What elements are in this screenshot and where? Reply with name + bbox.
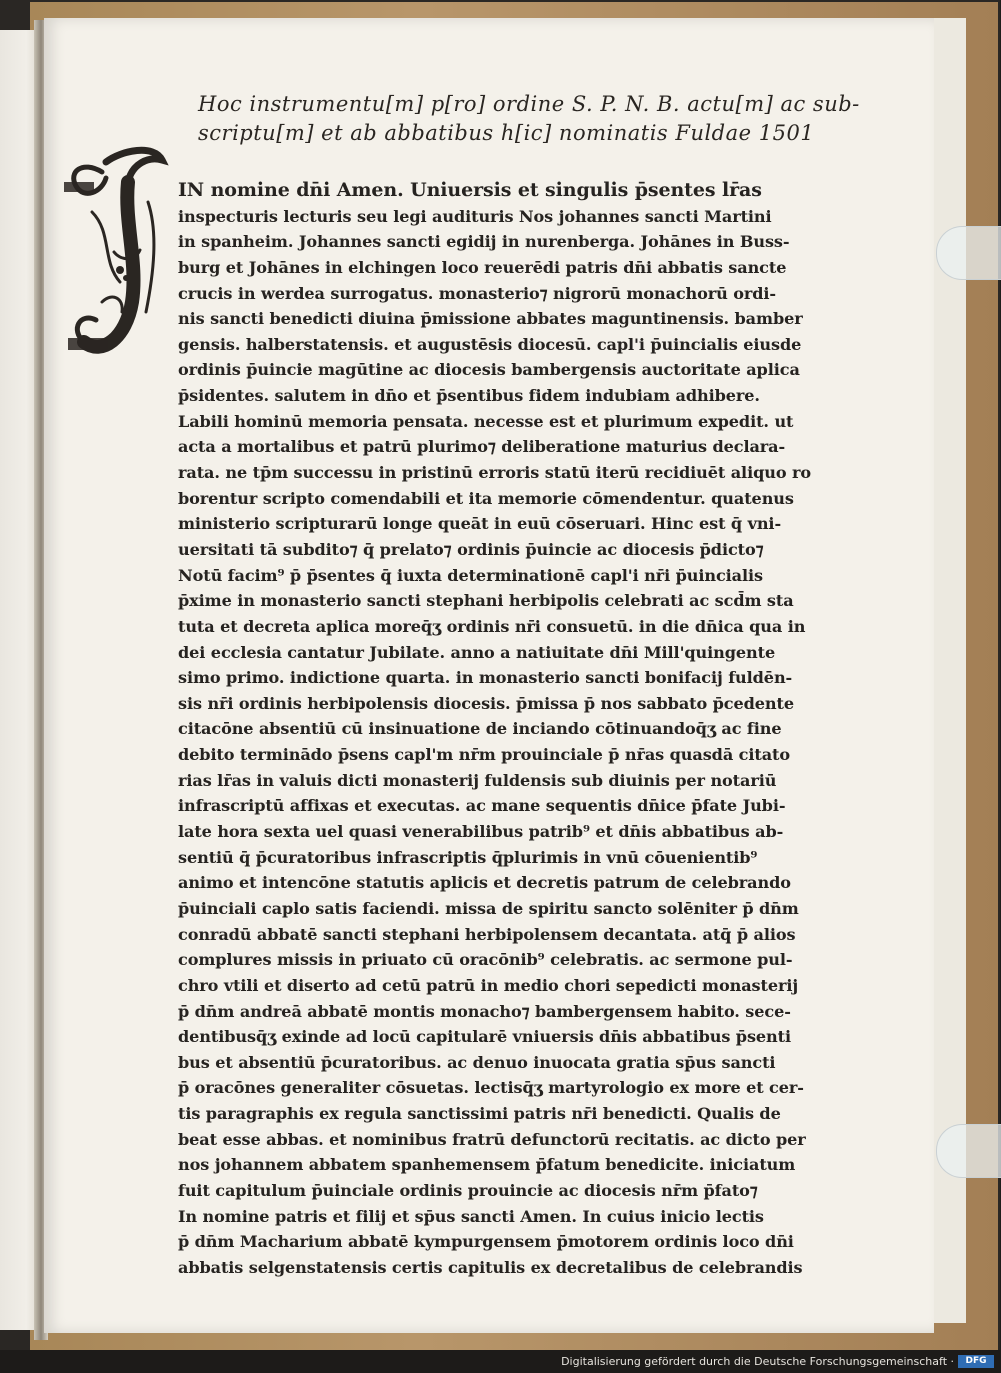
text-line: animo et intencōne statutis aplicis et decretis patrum de celebrando bbox=[178, 873, 791, 893]
text-line: sis nr̄i ordinis herbipolensis diocesis. p̄missa p̄ nos sabbato p̄cedente bbox=[178, 693, 794, 713]
text-line: Notū facim⁹ p̄ p̄sentes q̄ iuxta determinationē capl'i nr̄i p̄uincialis bbox=[178, 565, 763, 585]
handwritten-line: Hoc instrumentu[m] p[ro] ordine S. P. N. B. actu[m] ac sub- bbox=[198, 92, 860, 116]
funding-notice: Digitalisierung gefördert durch die Deutsche Forschungsgemeinschaft · bbox=[561, 1355, 954, 1368]
text-line: citacōne absentiū cū insinuatione de inciando cōtinuandoq̄ʒ ac fine bbox=[178, 719, 782, 739]
text-line: infrascriptū affixas et executas. ac mane sequentis dn̄ice p̄fate Jubi- bbox=[178, 796, 786, 816]
text-line: In nomine patris et filij et sp̄us sancti Amen. In cuius inicio lectis bbox=[178, 1206, 764, 1226]
text-line: rata. ne tp̄m successu in pristinū erroris statū iterū recidiuēt aliquo ro bbox=[178, 463, 811, 483]
text-line: ordinis p̄uincie magūtine ac diocesis bambergensis auctoritate aplica bbox=[178, 360, 800, 380]
text-line: beat esse abbas. et nominibus fratrū defunctorū recitatis. ac dicto per bbox=[178, 1129, 806, 1149]
page-holder-clip-bottom bbox=[936, 1124, 1001, 1178]
text-line: borentur scripto comendabili et ita memorie cōmendentur. quatenus bbox=[178, 488, 794, 508]
text-line: chro vtili et diserto ad cetū patrū in medio chori sepedicti monasterij bbox=[178, 975, 799, 995]
text-line: in spanheim. Johannes sancti egidij in nurenberga. Johānes in Buss- bbox=[178, 232, 790, 252]
text-line: nis sancti benedicti diuina p̄missione abbates maguntinensis. bamber bbox=[178, 309, 803, 329]
text-line: p̄xime in monasterio sancti stephani herbipolis celebrati ac scd̄m sta bbox=[178, 591, 794, 611]
text-line: sentiū q̄ p̄curatoribus infrascriptis q̄plurimis in vnū cōuenientib⁹ bbox=[178, 847, 758, 867]
text-line: crucis in werdea surrogatus. monasterio⁊ nigrorū monachorū ordi- bbox=[178, 283, 776, 303]
text-line: p̄sidentes. salutem in dn̄o et p̄sentibus fidem indubiam adhibere. bbox=[178, 386, 760, 406]
text-line: p̄ dn̄m Macharium abbatē kympurgensem p̄motorem ordinis loco dn̄i bbox=[178, 1232, 794, 1252]
text-line: tis paragraphis ex regula sanctissimi patris nr̄i benedicti. Qualis de bbox=[178, 1104, 781, 1124]
text-line: bus et absentiū p̄curatoribus. ac denuo inuocata gratia sp̄us sancti bbox=[178, 1052, 776, 1072]
dfg-logo: DFG bbox=[958, 1355, 994, 1368]
text-line: burg et Johānes in elchingen loco reuerēdi patris dn̄i abbatis sancte bbox=[178, 257, 787, 277]
text-line: late hora sexta uel quasi venerabilibus patrib⁹ et dn̄is abbatibus ab- bbox=[178, 822, 784, 842]
text-line: acta a mortalibus et patrū plurimo⁊ deliberatione maturius declara- bbox=[178, 437, 786, 457]
text-line: abbatis selgenstatensis certis capitulis ex decretalibus de celebrandis bbox=[178, 1257, 803, 1277]
text-line: conradū abbatē sancti stephani herbipolensem decantata. atq̄ p̄ alios bbox=[178, 924, 796, 944]
text-line: dentibusq̄ʒ exinde ad locū capitularē vniuersis dn̄is abbatibus p̄senti bbox=[178, 1027, 792, 1047]
page-holder-clip-top bbox=[936, 226, 1001, 280]
text-line: debito terminādo p̄sens capl'm nr̄m prouinciale p̄ nr̄as quasdā citato bbox=[178, 745, 791, 765]
text-line: IN nomine dn̄i Amen. Uniuersis et singulis p̄sentes lr̄as bbox=[178, 179, 762, 201]
text-line: nos johannem abbatem spanhemensem p̄fatum benedicite. iniciatum bbox=[178, 1155, 796, 1175]
text-line: dei ecclesia cantatur Jubilate. anno a natiuitate dn̄i Mill'quingente bbox=[178, 642, 776, 662]
text-line: gensis. halberstatensis. et augustēsis diocesū. capl'i p̄uincialis eiusde bbox=[178, 334, 802, 354]
handwritten-annotation bbox=[198, 90, 860, 148]
text-line: tuta et decreta aplica moreq̄ʒ ordinis nr̄i consuetū. in die dn̄ica qua in bbox=[178, 616, 806, 636]
text-line: p̄uinciali caplo satis faciendi. missa de spiritu sancto solēniter p̄ dn̄m bbox=[178, 898, 799, 918]
text-line: Labili hominū memoria pensata. necesse est et plurimum expedit. ut bbox=[178, 411, 794, 431]
text-line: simo primo. indictione quarta. in monasterio sancti bonifacij fuldēn- bbox=[178, 668, 793, 688]
text-line: uersitati tā subdito⁊ q̄ prelato⁊ ordinis p̄uincie ac diocesis p̄dicto⁊ bbox=[178, 539, 764, 559]
digitization-footer bbox=[0, 1350, 1000, 1373]
text-line: fuit capitulum p̄uinciale ordinis prouincie ac diocesis nr̄m p̄fato⁊ bbox=[178, 1180, 758, 1200]
handwritten-line: scriptu[m] et ab abbatibus h[ic] nominatis Fuldae 1501 bbox=[198, 121, 815, 145]
text-line: p̄ dn̄m andreā abbatē montis monacho⁊ bambergensem habito. sece- bbox=[178, 1001, 791, 1021]
text-line: p̄ oracōnes generaliter cōsuetas. lectisq̄ʒ martyrologio ex more et cer- bbox=[178, 1078, 804, 1098]
decorated-initial-i bbox=[62, 142, 178, 364]
printed-text-block bbox=[178, 178, 811, 1281]
text-line: complures missis in priuato cū oracōnib⁹ celebratis. ac sermone pul- bbox=[178, 950, 793, 970]
text-line: rias lr̄as in valuis dicti monasterij fuldensis sub diuinis per notariū bbox=[178, 770, 777, 790]
text-line: ministerio scripturarū longe queāt in euū cōseruari. Hinc est q̄ vni- bbox=[178, 514, 782, 534]
text-line: inspecturis lecturis seu legi audituris Nos johannes sancti Martini bbox=[178, 206, 772, 226]
